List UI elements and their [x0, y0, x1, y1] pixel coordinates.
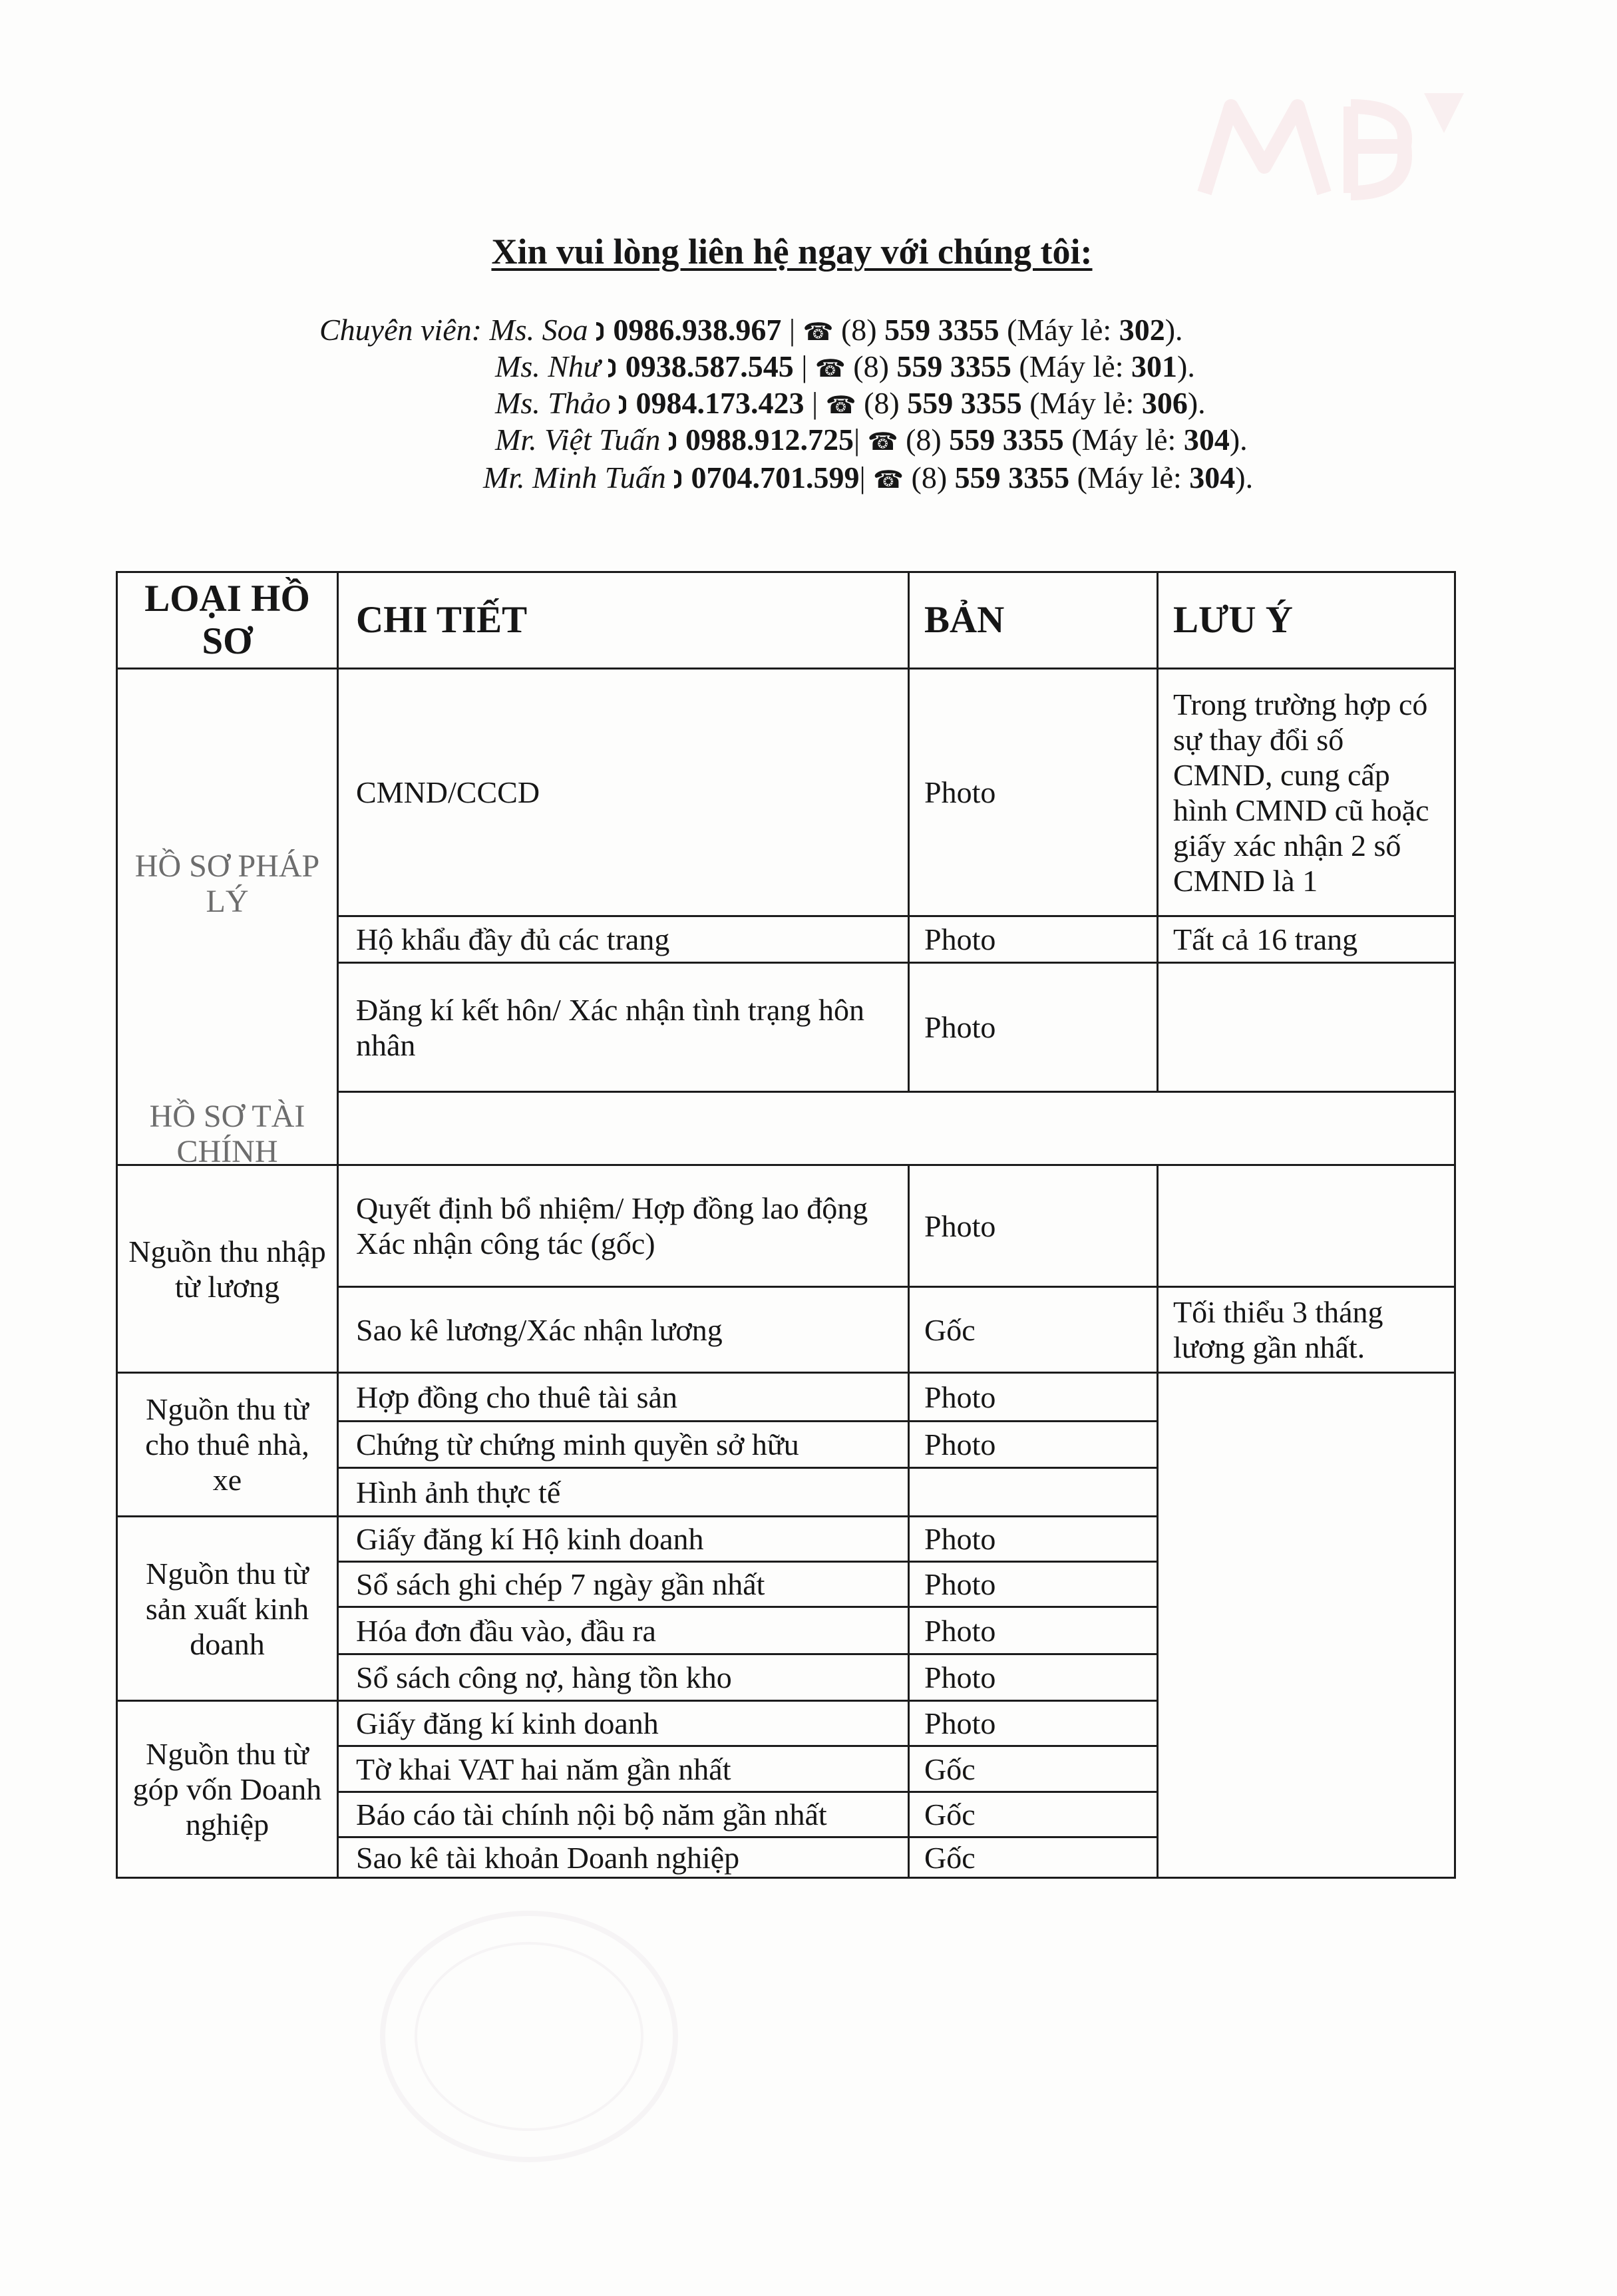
telephone-icon: [826, 386, 856, 420]
detail-cell: Sổ sách công nợ, hàng tồn kho: [338, 1654, 909, 1701]
contact-line: [495, 385, 1206, 423]
contact-line: [495, 421, 1248, 460]
detail-cell: Chứng từ chứng minh quyền sở hữu: [338, 1422, 909, 1468]
detail-cell: Hình ảnh thực tế: [338, 1468, 909, 1517]
line-end: ).: [1165, 313, 1183, 347]
separator: |: [789, 313, 796, 347]
doc-type-legal: HỒ SƠ PHÁP LÝ: [134, 849, 320, 919]
detail-cell: Giấy đăng kí kinh doanh: [338, 1701, 909, 1746]
office-phone: 559 3355: [896, 349, 1011, 383]
note-cell-empty: [1158, 963, 1455, 1092]
contact-mobile: 0988.912.725: [685, 423, 854, 457]
note-cell: Tối thiểu 3 tháng lương gần nhất.: [1158, 1287, 1455, 1373]
income-source-cell: Nguồn thu từ sản xuất kinh doanh: [117, 1517, 338, 1701]
contact-mobile: 0984.173.423: [635, 386, 805, 420]
area-code: (8): [853, 349, 889, 383]
note-cell: Tất cả 16 trang: [1158, 916, 1455, 963]
area-code: (8): [911, 461, 948, 494]
copy-type-cell: Photo: [909, 1562, 1158, 1607]
header-detail: CHI TIẾT: [338, 572, 909, 669]
detail-cell: Sổ sách ghi chép 7 ngày gần nhất: [338, 1562, 909, 1607]
contact-line: [495, 348, 1195, 387]
copy-type-cell: Photo: [909, 916, 1158, 963]
table-row: [117, 669, 1455, 916]
contact-line: [319, 311, 1183, 350]
copy-type-cell: Photo: [909, 1607, 1158, 1654]
office-phone: 559 3355: [907, 386, 1022, 420]
contact-mobile: 0938.587.545: [625, 349, 794, 383]
copy-type-cell: Gốc: [909, 1837, 1158, 1878]
copy-type-cell: Photo: [909, 669, 1158, 916]
detail-cell: Sao kê tài khoản Doanh nghiệp: [338, 1837, 909, 1878]
phone-handset-icon: [596, 322, 604, 341]
copy-type-cell: Gốc: [909, 1287, 1158, 1373]
contact-mobile: 0704.701.599: [691, 461, 860, 494]
extension-number: 304: [1189, 461, 1236, 494]
telephone-icon: [873, 461, 904, 494]
phone-handset-icon: [674, 470, 681, 489]
line-end: ).: [1235, 461, 1254, 494]
detail-cell: CMND/CCCD: [338, 669, 909, 916]
copy-type-cell: Photo: [909, 1165, 1158, 1287]
copy-type-cell: Gốc: [909, 1792, 1158, 1837]
extension-label: (Máy lẻ:: [1071, 423, 1176, 457]
income-source-cell: Nguồn thu từ góp vốn Doanh nghiệp: [117, 1701, 338, 1878]
seal-show-through: [373, 1903, 685, 2170]
copy-type-cell: Photo: [909, 1701, 1158, 1746]
header-copy-type: BẢN: [909, 572, 1158, 669]
extension-label: (Máy lẻ:: [1007, 313, 1112, 347]
telephone-icon: [815, 349, 846, 383]
note-cell-empty: [1158, 1165, 1455, 1287]
detail-cell: Báo cáo tài chính nội bộ năm gần nhất: [338, 1792, 909, 1837]
extension-number: 306: [1141, 386, 1188, 420]
separator: |: [854, 423, 860, 457]
contact-name: Mr. Việt Tuấn: [495, 423, 661, 457]
extension-number: 304: [1183, 423, 1230, 457]
bank-logo-show-through: [1191, 80, 1471, 213]
extension-number: 302: [1119, 313, 1165, 347]
detail-cell: Giấy đăng kí Hộ kinh doanh: [338, 1517, 909, 1562]
line-end: ).: [1177, 349, 1195, 383]
income-source-cell: Nguồn thu từ cho thuê nhà, xe: [117, 1373, 338, 1517]
note-cell: Trong trường hợp có sự thay đổi số CMND, cung cấp hình CMND cũ hoặc giấy xác nhận 2 số CMND là 1: [1158, 669, 1455, 916]
line-end: ).: [1187, 386, 1206, 420]
table-header-row: [117, 572, 1455, 669]
extension-number: 301: [1131, 349, 1178, 383]
phone-handset-icon: [619, 395, 626, 415]
doc-type-financial: HỒ SƠ TÀI CHÍNH: [149, 1099, 305, 1169]
note-cell-empty: [1158, 1373, 1455, 1878]
detail-cell: Quyết định bổ nhiệm/ Hợp đồng lao động Xác nhận công tác (gốc): [338, 1165, 909, 1287]
contact-heading: Xin vui lòng liên hệ ngay với chúng tôi:: [491, 232, 1093, 272]
copy-type-cell: Gốc: [909, 1746, 1158, 1792]
copy-type-cell: Photo: [909, 1373, 1158, 1422]
contact-name: Mr. Minh Tuấn: [483, 461, 666, 494]
area-code: (8): [840, 313, 877, 347]
office-phone: 559 3355: [884, 313, 999, 347]
extension-label: (Máy lẻ:: [1029, 386, 1135, 420]
separator: |: [812, 386, 818, 420]
telephone-icon: [868, 423, 898, 457]
detail-cell: Hộ khẩu đầy đủ các trang: [338, 916, 909, 963]
phone-handset-icon: [669, 432, 676, 451]
telephone-icon: [803, 313, 834, 347]
contact-name: Ms. Như: [495, 349, 600, 383]
separator: |: [801, 349, 808, 383]
header-note: LƯU Ý: [1158, 572, 1455, 669]
copy-type-cell: Photo: [909, 1654, 1158, 1701]
contact-line: [483, 459, 1253, 498]
doc-type-cell: [117, 669, 338, 1169]
detail-cell: Sao kê lương/Xác nhận lương: [338, 1287, 909, 1373]
income-source-cell: Nguồn thu nhập từ lương: [117, 1165, 338, 1373]
copy-type-cell: Photo: [909, 1517, 1158, 1562]
contact-mobile: 0986.938.967: [613, 313, 782, 347]
separator: |: [859, 461, 866, 494]
office-phone: 559 3355: [954, 461, 1070, 494]
contact-role-label: Chuyên viên:: [319, 313, 482, 347]
phone-handset-icon: [608, 359, 616, 378]
detail-cell: Hóa đơn đầu vào, đầu ra: [338, 1607, 909, 1654]
copy-type-cell-empty: [909, 1468, 1158, 1517]
area-code: (8): [906, 423, 942, 457]
table-row: [117, 1165, 1455, 1287]
area-code: (8): [864, 386, 900, 420]
financial-section-blank-cell: [338, 1092, 1455, 1165]
office-phone: 559 3355: [949, 423, 1064, 457]
contact-name: Ms. Thảo: [495, 386, 611, 420]
copy-type-cell: Photo: [909, 1422, 1158, 1468]
line-end: ).: [1229, 423, 1248, 457]
detail-cell: Đăng kí kết hôn/ Xác nhận tình trạng hôn nhân: [338, 963, 909, 1092]
document-checklist-table: [116, 571, 1456, 1879]
header-doc-type: LOẠI HỒ SƠ: [117, 572, 338, 669]
table-row: [117, 1373, 1455, 1422]
copy-type-cell: Photo: [909, 963, 1158, 1092]
extension-label: (Máy lẻ:: [1019, 349, 1124, 383]
detail-cell: Hợp đồng cho thuê tài sản: [338, 1373, 909, 1422]
extension-label: (Máy lẻ:: [1077, 461, 1182, 494]
contact-name: Ms. Soa: [489, 313, 588, 347]
detail-cell: Tờ khai VAT hai năm gần nhất: [338, 1746, 909, 1792]
